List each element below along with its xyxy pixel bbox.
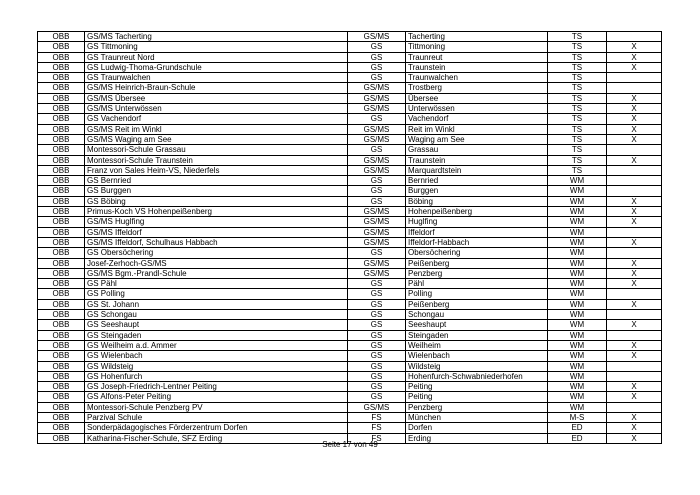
table-row bbox=[38, 361, 662, 371]
mark-cell bbox=[607, 402, 662, 412]
school-name-cell: GS Böbing bbox=[85, 196, 348, 206]
region-cell: OBB bbox=[38, 310, 85, 320]
mark-cell: X bbox=[607, 196, 662, 206]
region-cell: OBB bbox=[38, 207, 85, 217]
table-row bbox=[38, 165, 662, 175]
school-type-cell: GS/MS bbox=[348, 124, 406, 134]
region-cell: OBB bbox=[38, 165, 85, 175]
school-type-cell: GS bbox=[348, 52, 406, 62]
school-name-cell: GS Obersöchering bbox=[85, 248, 348, 258]
region-cell: OBB bbox=[38, 382, 85, 392]
region-cell: OBB bbox=[38, 289, 85, 299]
school-type-cell: GS bbox=[348, 320, 406, 330]
town-cell: Tacherting bbox=[406, 32, 548, 42]
mark-cell bbox=[607, 176, 662, 186]
school-type-cell: GS bbox=[348, 248, 406, 258]
mark-cell: X bbox=[607, 268, 662, 278]
region-cell: OBB bbox=[38, 134, 85, 144]
town-cell: Wielenbach bbox=[406, 351, 548, 361]
region-cell: OBB bbox=[38, 392, 85, 402]
mark-cell: X bbox=[607, 320, 662, 330]
table-row bbox=[38, 289, 662, 299]
district-cell: WM bbox=[548, 237, 607, 247]
mark-cell bbox=[607, 330, 662, 340]
region-cell: OBB bbox=[38, 62, 85, 72]
mark-cell: X bbox=[607, 62, 662, 72]
town-cell: Unterwössen bbox=[406, 104, 548, 114]
mark-cell: X bbox=[607, 237, 662, 247]
school-name-cell: GS/MS Huglfing bbox=[85, 217, 348, 227]
table-row bbox=[38, 124, 662, 134]
town-cell: Hohenfurch-Schwabniederhofen bbox=[406, 371, 548, 381]
district-cell: WM bbox=[548, 340, 607, 350]
town-cell: Marquardtstein bbox=[406, 165, 548, 175]
mark-cell: X bbox=[607, 52, 662, 62]
mark-cell: X bbox=[607, 217, 662, 227]
town-cell: Iffeldorf bbox=[406, 227, 548, 237]
mark-cell: X bbox=[607, 392, 662, 402]
page-number: Seite 17 von 49 bbox=[322, 440, 378, 449]
school-name-cell: GS Hohenfurch bbox=[85, 371, 348, 381]
school-name-cell: GS Traunreut Nord bbox=[85, 52, 348, 62]
region-cell: OBB bbox=[38, 93, 85, 103]
school-type-cell: GS bbox=[348, 196, 406, 206]
school-name-cell: GS/MS Heinrich-Braun-Schule bbox=[85, 83, 348, 93]
district-cell: TS bbox=[548, 83, 607, 93]
region-cell: OBB bbox=[38, 248, 85, 258]
table-row bbox=[38, 42, 662, 52]
town-cell: Reit im Winkl bbox=[406, 124, 548, 134]
school-type-cell: GS bbox=[348, 361, 406, 371]
town-cell: Erding bbox=[406, 433, 548, 443]
school-type-cell: GS/MS bbox=[348, 237, 406, 247]
table-row bbox=[38, 217, 662, 227]
district-cell: TS bbox=[548, 42, 607, 52]
town-cell: Waging am See bbox=[406, 134, 548, 144]
table-row bbox=[38, 155, 662, 165]
district-cell: TS bbox=[548, 73, 607, 83]
district-cell: WM bbox=[548, 289, 607, 299]
table-row bbox=[38, 299, 662, 309]
school-type-cell: GS/MS bbox=[348, 227, 406, 237]
school-name-cell: GS Traunwalchen bbox=[85, 73, 348, 83]
table-row bbox=[38, 83, 662, 93]
mark-cell bbox=[607, 361, 662, 371]
school-table bbox=[37, 31, 662, 444]
school-type-cell: GS bbox=[348, 279, 406, 289]
district-cell: TS bbox=[548, 155, 607, 165]
town-cell: München bbox=[406, 412, 548, 422]
school-name-cell: Katharina-Fischer-Schule, SFZ Erding bbox=[85, 433, 348, 443]
town-cell: Wildsteig bbox=[406, 361, 548, 371]
town-cell: Peißenberg bbox=[406, 299, 548, 309]
mark-cell: X bbox=[607, 423, 662, 433]
school-type-cell: GS bbox=[348, 299, 406, 309]
region-cell: OBB bbox=[38, 186, 85, 196]
region-cell: OBB bbox=[38, 340, 85, 350]
town-cell: Penzberg bbox=[406, 402, 548, 412]
district-cell: WM bbox=[548, 217, 607, 227]
region-cell: OBB bbox=[38, 176, 85, 186]
school-type-cell: FS bbox=[348, 423, 406, 433]
table-row bbox=[38, 382, 662, 392]
table-row bbox=[38, 52, 662, 62]
table-row bbox=[38, 114, 662, 124]
region-cell: OBB bbox=[38, 227, 85, 237]
district-cell: WM bbox=[548, 248, 607, 258]
school-name-cell: GS Wildsteig bbox=[85, 361, 348, 371]
mark-cell: X bbox=[607, 114, 662, 124]
school-type-cell: GS/MS bbox=[348, 93, 406, 103]
district-cell: WM bbox=[548, 207, 607, 217]
table-row bbox=[38, 248, 662, 258]
district-cell: WM bbox=[548, 402, 607, 412]
district-cell: WM bbox=[548, 382, 607, 392]
school-type-cell: GS/MS bbox=[348, 268, 406, 278]
town-cell: Weilheim bbox=[406, 340, 548, 350]
town-cell: Grassau bbox=[406, 145, 548, 155]
town-cell: Steingaden bbox=[406, 330, 548, 340]
town-cell: Pähl bbox=[406, 279, 548, 289]
district-cell: TS bbox=[548, 165, 607, 175]
table-row bbox=[38, 392, 662, 402]
table-row bbox=[38, 351, 662, 361]
school-name-cell: Parzival Schule bbox=[85, 412, 348, 422]
school-type-cell: GS bbox=[348, 340, 406, 350]
table-row bbox=[38, 320, 662, 330]
school-name-cell: GS St. Johann bbox=[85, 299, 348, 309]
school-name-cell: GS/MS Übersee bbox=[85, 93, 348, 103]
district-cell: WM bbox=[548, 279, 607, 289]
district-cell: WM bbox=[548, 196, 607, 206]
mark-cell: X bbox=[607, 258, 662, 268]
table-row bbox=[38, 340, 662, 350]
region-cell: OBB bbox=[38, 402, 85, 412]
table-row bbox=[38, 145, 662, 155]
school-type-cell: GS/MS bbox=[348, 217, 406, 227]
school-type-cell: FS bbox=[348, 412, 406, 422]
mark-cell: X bbox=[607, 104, 662, 114]
mark-cell bbox=[607, 310, 662, 320]
school-type-cell: FS bbox=[348, 433, 406, 443]
school-type-cell: GS/MS bbox=[348, 134, 406, 144]
mark-cell bbox=[607, 227, 662, 237]
region-cell: OBB bbox=[38, 196, 85, 206]
region-cell: OBB bbox=[38, 330, 85, 340]
mark-cell: X bbox=[607, 124, 662, 134]
mark-cell bbox=[607, 371, 662, 381]
school-name-cell: GS Seeshaupt bbox=[85, 320, 348, 330]
region-cell: OBB bbox=[38, 155, 85, 165]
town-cell: Huglfing bbox=[406, 217, 548, 227]
table-row bbox=[38, 268, 662, 278]
school-name-cell: GS Vachendorf bbox=[85, 114, 348, 124]
mark-cell: X bbox=[607, 351, 662, 361]
school-name-cell: GS Joseph-Friedrich-Lentner Peiting bbox=[85, 382, 348, 392]
region-cell: OBB bbox=[38, 320, 85, 330]
school-name-cell: GS Bernried bbox=[85, 176, 348, 186]
district-cell: TS bbox=[548, 134, 607, 144]
school-name-cell: GS/MS Waging am See bbox=[85, 134, 348, 144]
table-row bbox=[38, 227, 662, 237]
town-cell: Traunstein bbox=[406, 155, 548, 165]
district-cell: WM bbox=[548, 330, 607, 340]
school-name-cell: Josef-Zerhoch-GS/MS bbox=[85, 258, 348, 268]
school-type-cell: GS/MS bbox=[348, 83, 406, 93]
school-name-cell: GS Polling bbox=[85, 289, 348, 299]
town-cell: Dorfen bbox=[406, 423, 548, 433]
town-cell: Übersee bbox=[406, 93, 548, 103]
school-name-cell: GS/MS Iffeldorf bbox=[85, 227, 348, 237]
region-cell: OBB bbox=[38, 237, 85, 247]
region-cell: OBB bbox=[38, 258, 85, 268]
district-cell: WM bbox=[548, 268, 607, 278]
town-cell: Bernried bbox=[406, 176, 548, 186]
town-cell: Böbing bbox=[406, 196, 548, 206]
town-cell: Seeshaupt bbox=[406, 320, 548, 330]
town-cell: Burggen bbox=[406, 186, 548, 196]
town-cell: Peißenberg bbox=[406, 258, 548, 268]
mark-cell: X bbox=[607, 340, 662, 350]
school-type-cell: GS/MS bbox=[348, 32, 406, 42]
table-row bbox=[38, 134, 662, 144]
school-name-cell: GS Pähl bbox=[85, 279, 348, 289]
school-type-cell: GS bbox=[348, 42, 406, 52]
mark-cell bbox=[607, 83, 662, 93]
town-cell: Vachendorf bbox=[406, 114, 548, 124]
table-row bbox=[38, 73, 662, 83]
school-type-cell: GS bbox=[348, 114, 406, 124]
school-name-cell: GS/MS Unterwössen bbox=[85, 104, 348, 114]
district-cell: TS bbox=[548, 124, 607, 134]
district-cell: WM bbox=[548, 310, 607, 320]
school-name-cell: GS Burggen bbox=[85, 186, 348, 196]
school-name-cell: GS Alfons-Peter Peiting bbox=[85, 392, 348, 402]
region-cell: OBB bbox=[38, 83, 85, 93]
table-row bbox=[38, 62, 662, 72]
district-cell: TS bbox=[548, 52, 607, 62]
region-cell: OBB bbox=[38, 299, 85, 309]
mark-cell: X bbox=[607, 207, 662, 217]
table-row bbox=[38, 93, 662, 103]
table-row bbox=[38, 186, 662, 196]
school-type-cell: GS/MS bbox=[348, 165, 406, 175]
school-type-cell: GS bbox=[348, 73, 406, 83]
district-cell: WM bbox=[548, 351, 607, 361]
table-row bbox=[38, 310, 662, 320]
district-cell: ED bbox=[548, 433, 607, 443]
district-cell: M-S bbox=[548, 412, 607, 422]
school-name-cell: GS Schongau bbox=[85, 310, 348, 320]
school-type-cell: GS bbox=[348, 392, 406, 402]
town-cell: Trostberg bbox=[406, 83, 548, 93]
table-row bbox=[38, 237, 662, 247]
table-row bbox=[38, 423, 662, 433]
town-cell: Peiting bbox=[406, 382, 548, 392]
school-type-cell: GS bbox=[348, 330, 406, 340]
school-type-cell: GS bbox=[348, 145, 406, 155]
mark-cell: X bbox=[607, 155, 662, 165]
school-name-cell: GS Wielenbach bbox=[85, 351, 348, 361]
region-cell: OBB bbox=[38, 124, 85, 134]
school-type-cell: GS/MS bbox=[348, 207, 406, 217]
school-type-cell: GS bbox=[348, 176, 406, 186]
district-cell: ED bbox=[548, 423, 607, 433]
table-row bbox=[38, 402, 662, 412]
district-cell: TS bbox=[548, 62, 607, 72]
town-cell: Penzberg bbox=[406, 268, 548, 278]
town-cell: Tittmoning bbox=[406, 42, 548, 52]
school-name-cell: Montessori-Schule Penzberg PV bbox=[85, 402, 348, 412]
school-type-cell: GS bbox=[348, 382, 406, 392]
mark-cell bbox=[607, 73, 662, 83]
region-cell: OBB bbox=[38, 32, 85, 42]
table-row bbox=[38, 207, 662, 217]
region-cell: OBB bbox=[38, 145, 85, 155]
school-name-cell: GS/MS Reit im Winkl bbox=[85, 124, 348, 134]
table-row bbox=[38, 412, 662, 422]
district-cell: WM bbox=[548, 186, 607, 196]
region-cell: OBB bbox=[38, 412, 85, 422]
region-cell: OBB bbox=[38, 361, 85, 371]
district-cell: WM bbox=[548, 227, 607, 237]
district-cell: WM bbox=[548, 176, 607, 186]
mark-cell bbox=[607, 165, 662, 175]
region-cell: OBB bbox=[38, 268, 85, 278]
school-name-cell: GS/MS Iffeldorf, Schulhaus Habbach bbox=[85, 237, 348, 247]
table-row bbox=[38, 330, 662, 340]
town-cell: Traunreut bbox=[406, 52, 548, 62]
district-cell: WM bbox=[548, 258, 607, 268]
school-name-cell: GS/MS Tacherting bbox=[85, 32, 348, 42]
region-cell: OBB bbox=[38, 217, 85, 227]
school-name-cell: GS Ludwig-Thoma-Grundschule bbox=[85, 62, 348, 72]
region-cell: OBB bbox=[38, 52, 85, 62]
district-cell: TS bbox=[548, 32, 607, 42]
region-cell: OBB bbox=[38, 423, 85, 433]
school-type-cell: GS/MS bbox=[348, 155, 406, 165]
school-type-cell: GS bbox=[348, 289, 406, 299]
school-name-cell: Franz von Sales Heim-VS, Niederfels bbox=[85, 165, 348, 175]
school-type-cell: GS bbox=[348, 351, 406, 361]
district-cell: WM bbox=[548, 299, 607, 309]
school-type-cell: GS bbox=[348, 371, 406, 381]
town-cell: Schongau bbox=[406, 310, 548, 320]
school-name-cell: Sonderpädagogisches Förderzentrum Dorfen bbox=[85, 423, 348, 433]
town-cell: Peiting bbox=[406, 392, 548, 402]
district-cell: TS bbox=[548, 114, 607, 124]
district-cell: WM bbox=[548, 392, 607, 402]
mark-cell: X bbox=[607, 279, 662, 289]
mark-cell bbox=[607, 186, 662, 196]
table-row bbox=[38, 196, 662, 206]
mark-cell: X bbox=[607, 433, 662, 443]
table-row bbox=[38, 32, 662, 42]
town-cell: Obersöchering bbox=[406, 248, 548, 258]
school-name-cell: Montessori-Schule Grassau bbox=[85, 145, 348, 155]
district-cell: WM bbox=[548, 361, 607, 371]
town-cell: Polling bbox=[406, 289, 548, 299]
town-cell: Traunstein bbox=[406, 62, 548, 72]
district-cell: TS bbox=[548, 104, 607, 114]
region-cell: OBB bbox=[38, 433, 85, 443]
table-row bbox=[38, 176, 662, 186]
school-name-cell: Primus-Koch VS Hohenpeißenberg bbox=[85, 207, 348, 217]
mark-cell: X bbox=[607, 42, 662, 52]
region-cell: OBB bbox=[38, 351, 85, 361]
district-cell: TS bbox=[548, 93, 607, 103]
region-cell: OBB bbox=[38, 104, 85, 114]
school-type-cell: GS bbox=[348, 310, 406, 320]
region-cell: OBB bbox=[38, 371, 85, 381]
table-row bbox=[38, 371, 662, 381]
school-type-cell: GS/MS bbox=[348, 402, 406, 412]
mark-cell: X bbox=[607, 412, 662, 422]
mark-cell: X bbox=[607, 93, 662, 103]
region-cell: OBB bbox=[38, 114, 85, 124]
town-cell: Iffeldorf-Habbach bbox=[406, 237, 548, 247]
mark-cell: X bbox=[607, 382, 662, 392]
mark-cell: X bbox=[607, 134, 662, 144]
school-name-cell: GS Steingaden bbox=[85, 330, 348, 340]
school-name-cell: GS Weilheim a.d. Ammer bbox=[85, 340, 348, 350]
table-row bbox=[38, 258, 662, 268]
table-row bbox=[38, 104, 662, 114]
school-type-cell: GS bbox=[348, 186, 406, 196]
school-name-cell: GS/MS Bgm.-Prandl-Schule bbox=[85, 268, 348, 278]
district-cell: TS bbox=[548, 145, 607, 155]
school-name-cell: Montessori-Schule Traunstein bbox=[85, 155, 348, 165]
school-name-cell: GS Tittmoning bbox=[85, 42, 348, 52]
mark-cell bbox=[607, 145, 662, 155]
mark-cell bbox=[607, 289, 662, 299]
mark-cell: X bbox=[607, 299, 662, 309]
school-type-cell: GS/MS bbox=[348, 258, 406, 268]
school-table-body bbox=[38, 32, 662, 444]
district-cell: WM bbox=[548, 320, 607, 330]
region-cell: OBB bbox=[38, 73, 85, 83]
town-cell: Hohenpeißenberg bbox=[406, 207, 548, 217]
region-cell: OBB bbox=[38, 279, 85, 289]
region-cell: OBB bbox=[38, 42, 85, 52]
town-cell: Traunwalchen bbox=[406, 73, 548, 83]
mark-cell bbox=[607, 248, 662, 258]
table-row bbox=[38, 279, 662, 289]
school-type-cell: GS/MS bbox=[348, 104, 406, 114]
mark-cell bbox=[607, 32, 662, 42]
district-cell: WM bbox=[548, 371, 607, 381]
school-type-cell: GS bbox=[348, 62, 406, 72]
